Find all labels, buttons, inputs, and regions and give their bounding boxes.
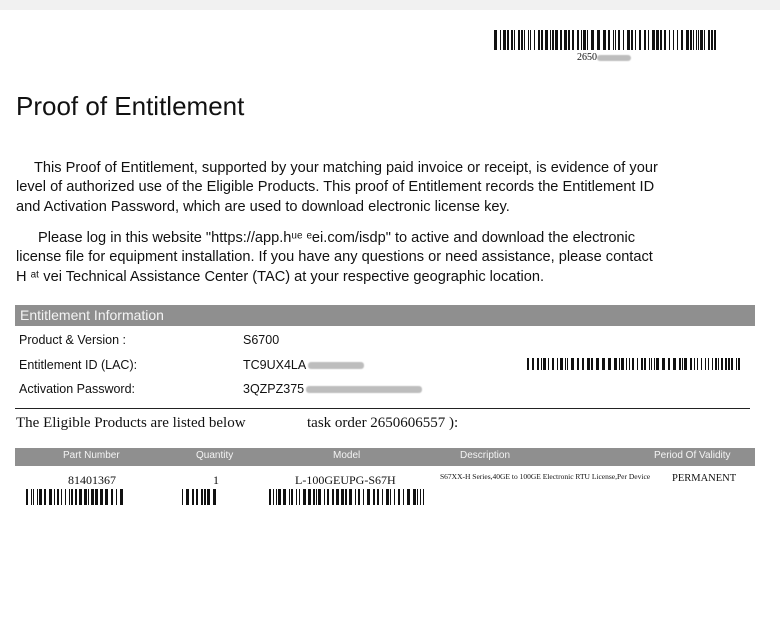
barcode-bar — [69, 489, 70, 505]
barcode-bar — [100, 489, 103, 505]
barcode-bar — [95, 489, 98, 505]
barcode-bar — [629, 358, 630, 370]
barcode-bar — [367, 489, 370, 505]
barcode-bar — [54, 489, 55, 505]
barcode-bar — [394, 489, 395, 505]
barcode-bar — [701, 358, 702, 370]
barcode-bar — [524, 30, 525, 50]
barcode-bar — [700, 30, 703, 50]
barcode-bar — [207, 489, 210, 505]
barcode-bar — [711, 30, 713, 50]
barcode-bar — [552, 30, 554, 50]
barcode-bar — [390, 489, 391, 505]
barcode-bar — [673, 358, 676, 370]
barcode-bar — [313, 489, 315, 505]
barcode-quantity — [182, 489, 218, 505]
barcode-bar — [555, 30, 558, 50]
barcode-bar — [712, 358, 713, 370]
barcode-bar — [615, 30, 616, 50]
barcode-bar — [543, 358, 546, 370]
barcode-bar — [632, 358, 634, 370]
entitlement-id-label: Entitlement ID (LAC): — [19, 358, 138, 372]
barcode-bar — [697, 358, 698, 370]
barcode-bar — [518, 30, 520, 50]
activation-password-label: Activation Password: — [19, 382, 136, 396]
barcode-bar — [44, 489, 46, 505]
barcode-bar — [577, 30, 579, 50]
barcode-bar — [345, 489, 347, 505]
barcode-bar — [398, 489, 400, 505]
barcode-bar — [684, 358, 687, 370]
barcode-bar — [201, 489, 203, 505]
barcode-bar — [386, 489, 389, 505]
barcode-bar — [651, 358, 652, 370]
task-order-number: task order 2650606557 ): — [307, 415, 459, 431]
barcode-bar — [39, 489, 42, 505]
barcode-bar — [528, 30, 529, 50]
barcode-bar — [341, 489, 344, 505]
barcode-bar — [541, 30, 543, 50]
cell-period: PERMANENT — [672, 473, 737, 484]
barcode-bar — [673, 30, 674, 50]
barcode-bar — [660, 30, 662, 50]
col-header-part-number: Part Number — [63, 450, 120, 461]
barcode-bar — [276, 489, 277, 505]
barcode-entitlement-id — [527, 358, 742, 370]
barcode-bar — [273, 489, 274, 505]
barcode-bar — [363, 489, 364, 505]
instructions-line-2: license file for equipment installation. If you have any questions or need assistance, please contact — [16, 249, 653, 266]
barcode-bar — [532, 358, 534, 370]
barcode-bar — [693, 30, 694, 50]
barcode-bar — [116, 489, 117, 505]
barcode-bar — [603, 30, 606, 50]
barcode-bar — [708, 358, 709, 370]
barcode-bar — [377, 489, 379, 505]
barcode-bar — [715, 358, 717, 370]
barcode-bar — [91, 489, 94, 505]
barcode-bar — [373, 489, 375, 505]
barcode-bar — [283, 489, 286, 505]
barcode-bar — [704, 30, 705, 50]
barcode-bar — [552, 358, 554, 370]
barcode-bar — [639, 30, 641, 50]
barcode-bar — [694, 358, 695, 370]
intro-line-2: level of authorized use of the Eligible Products. This proof of Entitlement records the Entitlement ID — [16, 179, 655, 196]
barcode-bar — [596, 358, 599, 370]
barcode-bar — [213, 489, 216, 505]
barcode-part-number — [26, 489, 126, 505]
barcode-bar — [637, 358, 638, 370]
col-header-quantity: Quantity — [196, 450, 234, 461]
section-divider — [15, 408, 750, 409]
barcode-bar — [84, 489, 87, 505]
entitlement-id-field — [243, 358, 364, 372]
barcode-bar — [186, 489, 189, 505]
document-title: Proof of Entitlement — [16, 91, 245, 121]
barcode-bar — [545, 30, 548, 50]
barcode-bar — [662, 358, 665, 370]
barcode-bar — [332, 489, 334, 505]
intro-line-3: and Activation Password, which are used to download electronic license key. — [16, 198, 510, 215]
barcode-bar — [614, 358, 617, 370]
product-version-label: Product & Version : — [19, 333, 127, 347]
page-top-band — [0, 0, 780, 10]
barcode-bar — [521, 30, 523, 50]
col-header-period: Period Of Validity — [654, 450, 731, 461]
cell-quantity: 1 — [213, 473, 219, 487]
barcode-bar — [736, 358, 737, 370]
barcode-bar — [318, 489, 321, 505]
barcode-bar — [587, 358, 590, 370]
cell-part-number: 81401367 — [68, 473, 116, 487]
barcode-bar — [728, 358, 730, 370]
barcode-bar — [308, 489, 311, 505]
barcode-bar — [182, 489, 183, 505]
barcode-bar — [61, 489, 62, 505]
barcode-bar — [65, 489, 66, 505]
barcode-bar — [690, 358, 692, 370]
col-header-description: Description — [460, 450, 511, 461]
barcode-bar — [627, 30, 630, 50]
barcode-bar — [88, 489, 89, 505]
barcode-bar — [677, 30, 678, 50]
barcode-bar — [608, 30, 610, 50]
barcode-bar — [568, 30, 570, 50]
entitlement-id-redacted — [308, 362, 364, 369]
barcode-bar — [664, 30, 666, 50]
eligible-products-heading: The Eligible Products are listed below — [16, 415, 246, 431]
barcode-bar — [652, 30, 655, 50]
barcode-bar — [105, 489, 108, 505]
barcode-bar — [49, 489, 52, 505]
barcode-bar — [681, 30, 683, 50]
barcode-bar — [623, 30, 624, 50]
instructions-line-3: H ᵃᵗ vei Technical Assistance Center (TAC) at your respective geographic location. — [16, 268, 545, 285]
barcode-bar — [571, 358, 574, 370]
barcode-bar — [654, 358, 655, 370]
barcode-bar — [534, 30, 535, 50]
barcode-bar — [708, 30, 710, 50]
barcode-bar — [299, 489, 300, 505]
barcode-bar — [548, 358, 549, 370]
barcode-bar — [291, 489, 293, 505]
barcode-bar — [33, 489, 34, 505]
barcode-bar — [511, 30, 513, 50]
barcode-bar — [550, 30, 551, 50]
barcode-bar — [608, 358, 611, 370]
barcode-bar — [500, 30, 501, 50]
activation-password-field — [243, 382, 422, 396]
barcode-bar — [31, 489, 32, 505]
barcode-bar — [602, 358, 605, 370]
barcode-bar — [79, 489, 82, 505]
instructions-paragraph — [16, 229, 734, 287]
barcode-bar — [725, 358, 727, 370]
barcode-bar — [557, 358, 558, 370]
barcode-bar — [192, 489, 194, 505]
barcode-bar — [537, 358, 539, 370]
intro-line-1: This Proof of Entitlement, supported by your matching paid invoice or receipt, is evidence of your — [34, 160, 658, 176]
barcode-bar — [567, 358, 568, 370]
barcode-bar — [635, 30, 636, 50]
cell-description: S67XX-H Series,40GE to 100GE Electronic RTU License,Per Device — [440, 472, 651, 481]
barcode-bar — [656, 358, 659, 370]
barcode-bar — [269, 489, 271, 505]
barcode-bar — [690, 30, 692, 50]
barcode-bar — [417, 489, 418, 505]
barcode-bar — [721, 358, 723, 370]
barcode-bar — [324, 489, 325, 505]
barcode-bar — [631, 30, 633, 50]
intro-paragraph — [16, 159, 734, 217]
barcode-bar — [597, 30, 600, 50]
barcode-bar — [591, 30, 594, 50]
barcode-bar — [289, 489, 290, 505]
barcode-bar — [382, 489, 383, 505]
barcode-bar — [71, 489, 73, 505]
barcode-bar — [572, 30, 574, 50]
barcode-bar — [407, 489, 410, 505]
barcode-bar — [564, 30, 567, 50]
col-header-model: Model — [333, 450, 361, 461]
barcode-bar — [530, 30, 531, 50]
barcode-bar — [582, 358, 584, 370]
entitlement-id-value: TC9UX4LA — [243, 358, 307, 372]
barcode-bar — [718, 358, 719, 370]
barcode-bar — [679, 358, 681, 370]
barcode-bar — [613, 30, 614, 50]
barcode-bar — [668, 358, 670, 370]
barcode-bar — [669, 30, 670, 50]
barcode-bar — [626, 358, 627, 370]
barcode-bar — [355, 489, 356, 505]
barcode-bar — [731, 358, 733, 370]
barcode-bar — [196, 489, 198, 505]
products-table-header — [15, 448, 755, 466]
barcode-bar — [560, 358, 563, 370]
barcode-model — [269, 489, 426, 505]
barcode-bar — [696, 30, 697, 50]
product-version-value: S6700 — [243, 333, 280, 347]
barcode-top — [494, 30, 718, 50]
barcode-bar — [120, 489, 123, 505]
barcode-bar — [541, 358, 542, 370]
activation-password-value: 3QZPZ375 — [243, 382, 305, 396]
barcode-top-number-visible: 2650 — [577, 52, 597, 63]
barcode-bar — [37, 489, 38, 505]
barcode-bar — [686, 30, 689, 50]
barcode-bar — [75, 489, 77, 505]
barcode-bar — [336, 489, 339, 505]
barcode-bar — [403, 489, 404, 505]
barcode-bar — [349, 489, 352, 505]
barcode-bar — [565, 358, 566, 370]
barcode-bar — [316, 489, 317, 505]
barcode-bar — [583, 30, 586, 50]
barcode-bar — [358, 489, 360, 505]
barcode-bar — [644, 30, 646, 50]
barcode-bar — [560, 30, 562, 50]
barcode-bar — [296, 489, 297, 505]
barcode-bar — [327, 489, 329, 505]
barcode-bar — [420, 489, 421, 505]
barcode-bar — [278, 489, 281, 505]
barcode-bar — [656, 30, 659, 50]
barcode-bar — [619, 358, 620, 370]
barcode-bar — [587, 30, 588, 50]
barcode-bar — [591, 358, 593, 370]
barcode-bar — [507, 30, 509, 50]
barcode-bar — [648, 30, 649, 50]
barcode-bar — [738, 358, 740, 370]
barcode-bar — [527, 358, 529, 370]
barcode-top-number-redacted — [597, 55, 631, 61]
barcode-bar — [644, 358, 646, 370]
barcode-bar — [649, 358, 650, 370]
barcode-bar — [57, 489, 59, 505]
barcode-bar — [303, 489, 306, 505]
instructions-line-1: Please log in this website "https://app.hᵘᵉ ᵉei.com/isdp" to active and download the electronic — [38, 230, 636, 246]
entitlement-info-header — [15, 305, 755, 326]
barcode-bar — [621, 358, 624, 370]
barcode-bar — [423, 489, 424, 505]
entitlement-info-title: Entitlement Information — [20, 307, 164, 323]
barcode-bar — [682, 358, 683, 370]
barcode-bar — [538, 30, 540, 50]
barcode-bar — [705, 358, 706, 370]
barcode-bar — [641, 358, 643, 370]
barcode-bar — [204, 489, 206, 505]
barcode-bar — [577, 358, 579, 370]
cell-model: L-100GEUPG-S67H — [295, 473, 396, 487]
barcode-bar — [581, 30, 582, 50]
barcode-bar — [413, 489, 416, 505]
barcode-top-number — [577, 52, 631, 63]
barcode-bar — [26, 489, 28, 505]
barcode-bar — [111, 489, 113, 505]
barcode-bar — [618, 30, 620, 50]
barcode-bar — [698, 30, 699, 50]
barcode-bar — [494, 30, 497, 50]
barcode-bar — [514, 30, 515, 50]
activation-password-redacted — [306, 386, 422, 393]
barcode-bar — [714, 30, 716, 50]
barcode-bar — [503, 30, 506, 50]
